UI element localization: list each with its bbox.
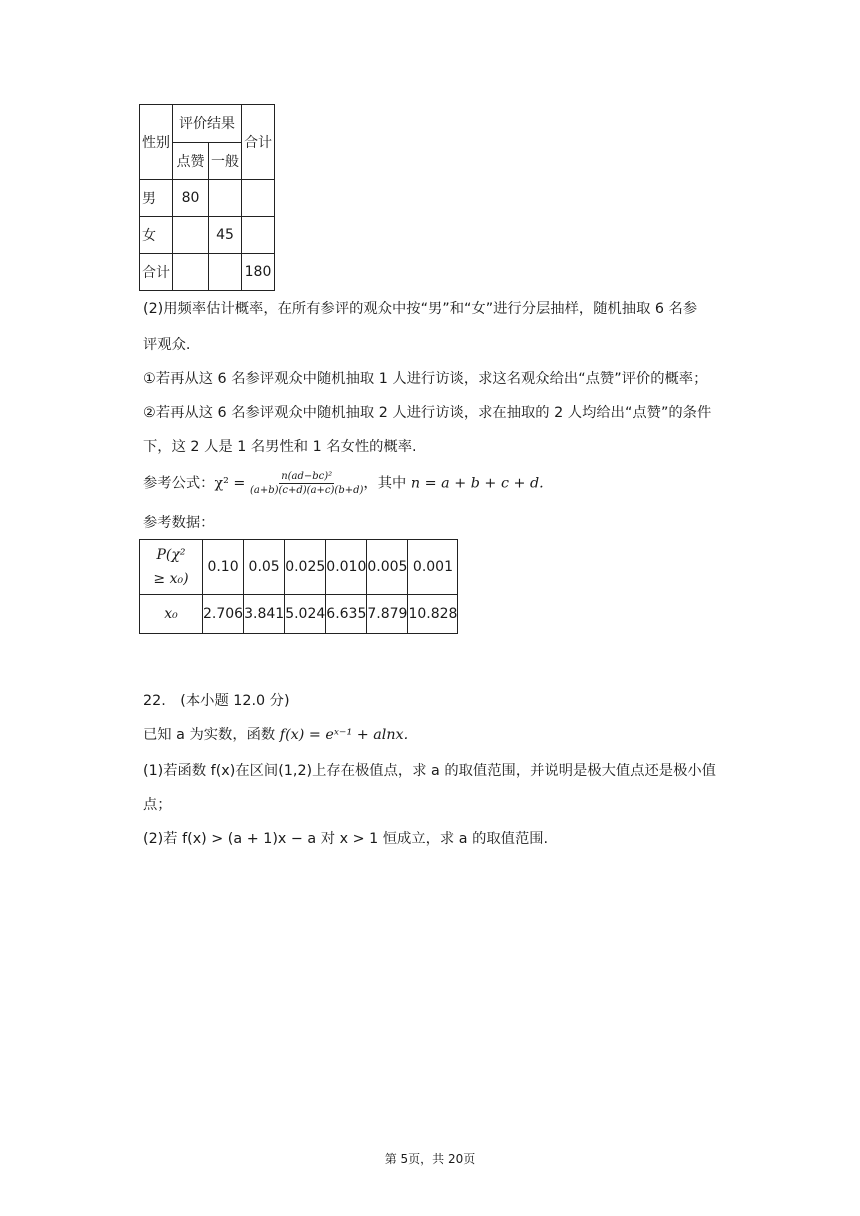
- subheader-like: 点赞: [173, 142, 209, 180]
- q22-stem: [143, 724, 408, 744]
- p-header: [140, 540, 203, 595]
- header-result: 评价结果: [173, 105, 242, 143]
- q22-number: 22.: [143, 693, 166, 709]
- p-value: 0.010: [326, 540, 367, 595]
- evaluation-table: [139, 104, 275, 291]
- data-label: 参考数据：: [143, 515, 215, 531]
- p-value: 0.10: [203, 540, 244, 595]
- cell-normal: [209, 254, 242, 291]
- x-value: 7.879: [367, 595, 408, 634]
- cell-normal: [209, 180, 242, 217]
- q22-part1-line1: (1)若函数 f(x)在区间(1,2)上存在极值点，求 a 的取值范围，并说明是极大值点还是极小值: [143, 763, 716, 779]
- cell-total: [242, 180, 275, 217]
- formula-label: 参考公式：: [143, 475, 215, 492]
- x-value: 3.841: [244, 595, 285, 634]
- cell-total: [242, 217, 275, 254]
- formula-tail-text: ，其中: [363, 475, 411, 492]
- p-value: 0.05: [244, 540, 285, 595]
- q22-part2: (2)若 f(x) > (a + 1)x − a 对 x > 1 恒成立，求 a 的取值范围.: [143, 831, 549, 847]
- p-value: 0.005: [367, 540, 408, 595]
- x-value: 2.706: [203, 595, 244, 634]
- q2-sub2-line1: ②若再从这 6 名参评观众中随机抽取 2 人进行访谈，求在抽取的 2 人均给出“点赞”的条件: [143, 405, 712, 421]
- q22-heading: [143, 690, 290, 710]
- q2-text-line2: 评观众.: [143, 337, 191, 353]
- cell-like: [173, 217, 209, 254]
- q2-sub1: ①若再从这 6 名参评观众中随机抽取 1 人进行访谈，求这名观众给出“点赞”评价的概率；: [143, 371, 708, 387]
- cell-normal: 45: [209, 217, 242, 254]
- header-total: 合计: [242, 105, 275, 180]
- p-value: 0.001: [408, 540, 458, 595]
- q22-stem-math: f(x) = eˣ⁻¹ + alnx.: [279, 727, 409, 743]
- critical-value-table: [139, 539, 458, 634]
- q2-text-line1: (2)用频率估计概率，在所有参评的观众中按“男”和“女”进行分层抽样，随机抽取 6 名参: [143, 301, 698, 317]
- x-header: x₀: [140, 595, 203, 634]
- formula-lhs: χ² =: [214, 475, 250, 492]
- cell-like: 80: [173, 180, 209, 217]
- formula-denominator: (a+b)(c+d)(a+c)(b+d): [249, 485, 364, 496]
- formula-numerator: n(ad−bc)²: [281, 471, 333, 482]
- formula-fraction: [250, 470, 363, 497]
- p-header-line1: P(χ²: [156, 547, 186, 563]
- formula-tail-math: n = a + b + c + d.: [410, 475, 544, 492]
- x-value: 6.635: [326, 595, 367, 634]
- p-value: 0.025: [285, 540, 326, 595]
- subheader-normal: 一般: [209, 142, 242, 180]
- q2-sub2-line2: 下，这 2 人是 1 名男性和 1 名女性的概率.: [143, 439, 417, 455]
- q22-part1-line2: 点；: [143, 797, 172, 813]
- x-value: 5.024: [285, 595, 326, 634]
- header-gender: 性别: [140, 105, 173, 180]
- page-footer: 第 5页，共 20页: [384, 1152, 476, 1166]
- q22-stem-text: 已知 a 为实数，函数: [143, 727, 280, 743]
- p-header-line2: ≥ x₀): [153, 571, 189, 587]
- cell-total: 180: [242, 254, 275, 291]
- q22-points: (本小题 12.0 分): [180, 693, 290, 709]
- cell-like: [173, 254, 209, 291]
- row-label: 合计: [140, 254, 173, 291]
- row-label: 男: [140, 180, 173, 217]
- x-value: 10.828: [408, 595, 458, 634]
- formula-line: [143, 470, 544, 497]
- row-label: 女: [140, 217, 173, 254]
